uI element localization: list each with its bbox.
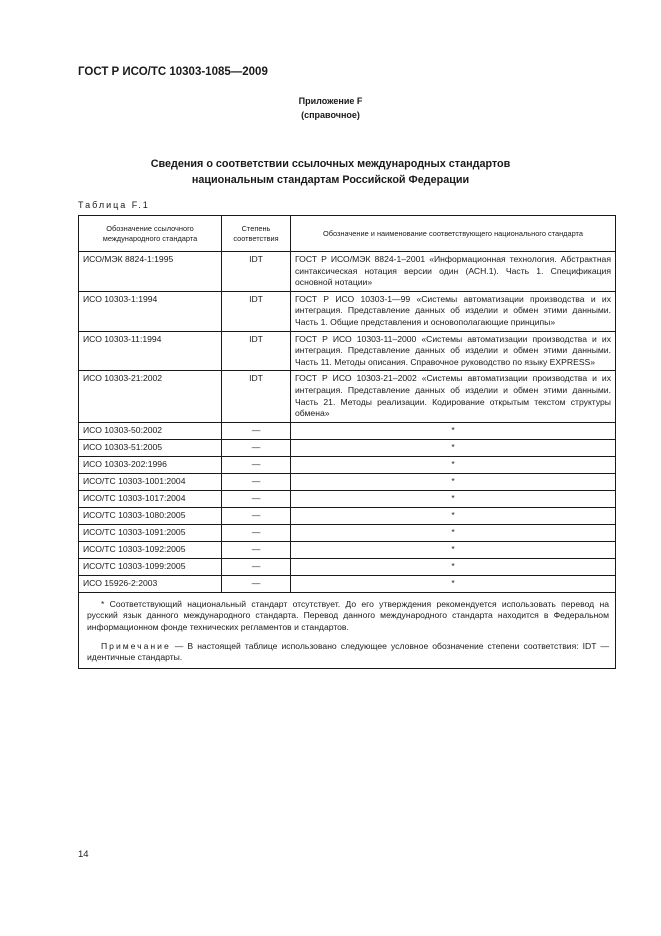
cell-degree: — <box>222 439 291 456</box>
section-title <box>0 156 661 188</box>
cell-degree: IDT <box>222 331 291 371</box>
table-row <box>79 439 616 456</box>
cell-reference: ИСО/ТС 10303-1017:2004 <box>79 490 222 507</box>
cell-reference: ИСО 10303-202:1996 <box>79 456 222 473</box>
cell-degree: IDT <box>222 371 291 422</box>
cell-reference: ИСО 10303-50:2002 <box>79 422 222 439</box>
cell-degree: — <box>222 490 291 507</box>
table-row <box>79 575 616 592</box>
cell-degree: — <box>222 473 291 490</box>
cell-reference: ИСО 10303-21:2002 <box>79 371 222 422</box>
table-row <box>79 490 616 507</box>
note-paragraph <box>87 641 609 664</box>
table-row <box>79 524 616 541</box>
cell-degree: — <box>222 541 291 558</box>
cell-reference: ИСО/ТС 10303-1080:2005 <box>79 507 222 524</box>
cell-reference: ИСО/ТС 10303-1001:2004 <box>79 473 222 490</box>
table-row <box>79 371 616 422</box>
cell-national: ГОСТ Р ИСО 10303-11–2000 «Системы автоматизации производства и их интеграция. Представление данных об изделии и обмен этими данными. Часть 11. Методы описания. Справочное руководство по языку EXPRESS» <box>291 331 616 371</box>
table-row <box>79 291 616 331</box>
cell-national: * <box>291 524 616 541</box>
cell-degree: — <box>222 575 291 592</box>
page-number: 14 <box>78 849 89 860</box>
appendix-subtitle: (справочное) <box>301 110 360 120</box>
cell-degree: — <box>222 558 291 575</box>
table-row <box>79 331 616 371</box>
cell-reference: ИСО 15926-2:2003 <box>79 575 222 592</box>
table-header-row <box>79 216 616 252</box>
table-row <box>79 507 616 524</box>
table-row <box>79 541 616 558</box>
cell-degree: — <box>222 507 291 524</box>
appendix-heading <box>0 94 661 122</box>
correspondence-table <box>78 215 616 669</box>
table-row <box>79 422 616 439</box>
table-footnote-cell <box>79 592 616 668</box>
cell-national: * <box>291 507 616 524</box>
table-row <box>79 456 616 473</box>
document-header: ГОСТ Р ИСО/ТС 10303-1085—2009 <box>78 66 268 78</box>
cell-national: ГОСТ Р ИСО 10303-1—99 «Системы автоматизации производства и их интеграция. Представление данных об изделии и обмен этими данными. Часть 1. Общие представления и основополагающие принципы» <box>291 291 616 331</box>
cell-reference: ИСО/МЭК 8824-1:1995 <box>79 252 222 292</box>
cell-degree: IDT <box>222 291 291 331</box>
cell-national: * <box>291 439 616 456</box>
cell-reference: ИСО/ТС 10303-1099:2005 <box>79 558 222 575</box>
appendix-title: Приложение F <box>298 96 363 106</box>
cell-reference: ИСО 10303-51:2005 <box>79 439 222 456</box>
header-degree: Степень соответствия <box>222 216 291 252</box>
table-row <box>79 252 616 292</box>
table-footnote-row <box>79 592 616 668</box>
cell-reference: ИСО/ТС 10303-1091:2005 <box>79 524 222 541</box>
cell-degree: IDT <box>222 252 291 292</box>
cell-national: * <box>291 473 616 490</box>
section-title-line-1: Сведения о соответствии ссылочных международных стандартов <box>150 158 511 170</box>
table-caption: Таблица F.1 <box>78 200 150 210</box>
table-row <box>79 558 616 575</box>
cell-national: * <box>291 456 616 473</box>
cell-reference: ИСО 10303-11:1994 <box>79 331 222 371</box>
footnote-text: * Соответствующий национальный стандарт отсутствует. До его утверждения рекомендуется использовать перевод на русский язык данного международного стандарта. Перевод данного международного стандарта находится в Федеральном информационном фонде технических регламентов и стандартов. <box>87 598 609 632</box>
cell-national: ГОСТ Р ИСО 10303-21–2002 «Системы автоматизации производства и их интеграция. Представление данных об изделии и обмен этими данными. Часть 21. Методы реализации. Кодирование открытым текстом структуры обмена» <box>291 371 616 422</box>
cell-reference: ИСО 10303-1:1994 <box>79 291 222 331</box>
cell-national: * <box>291 558 616 575</box>
cell-reference: ИСО/ТС 10303-1092:2005 <box>79 541 222 558</box>
cell-degree: — <box>222 524 291 541</box>
cell-national: * <box>291 575 616 592</box>
cell-national: * <box>291 541 616 558</box>
section-title-line-2: национальным стандартам Российской Федерации <box>191 174 470 186</box>
cell-national: ГОСТ Р ИСО/МЭК 8824-1–2001 «Информационная технология. Абстрактная синтаксическая нотация версии один (АСН.1). Часть 1. Спецификация основной нотации» <box>291 252 616 292</box>
table-row <box>79 473 616 490</box>
cell-national: * <box>291 422 616 439</box>
cell-degree: — <box>222 456 291 473</box>
note-text: — В настоящей таблице использовано следующее условное обозначение степени соответствия: IDT — идентичные стандарты. <box>87 640 609 663</box>
note-label: Примечание <box>101 640 171 651</box>
cell-degree: — <box>222 422 291 439</box>
cell-national: * <box>291 490 616 507</box>
header-national-standard: Обозначение и наименование соответствующего национального стандарта <box>291 216 616 252</box>
header-reference-standard: Обозначение ссылочного международного стандарта <box>79 216 222 252</box>
